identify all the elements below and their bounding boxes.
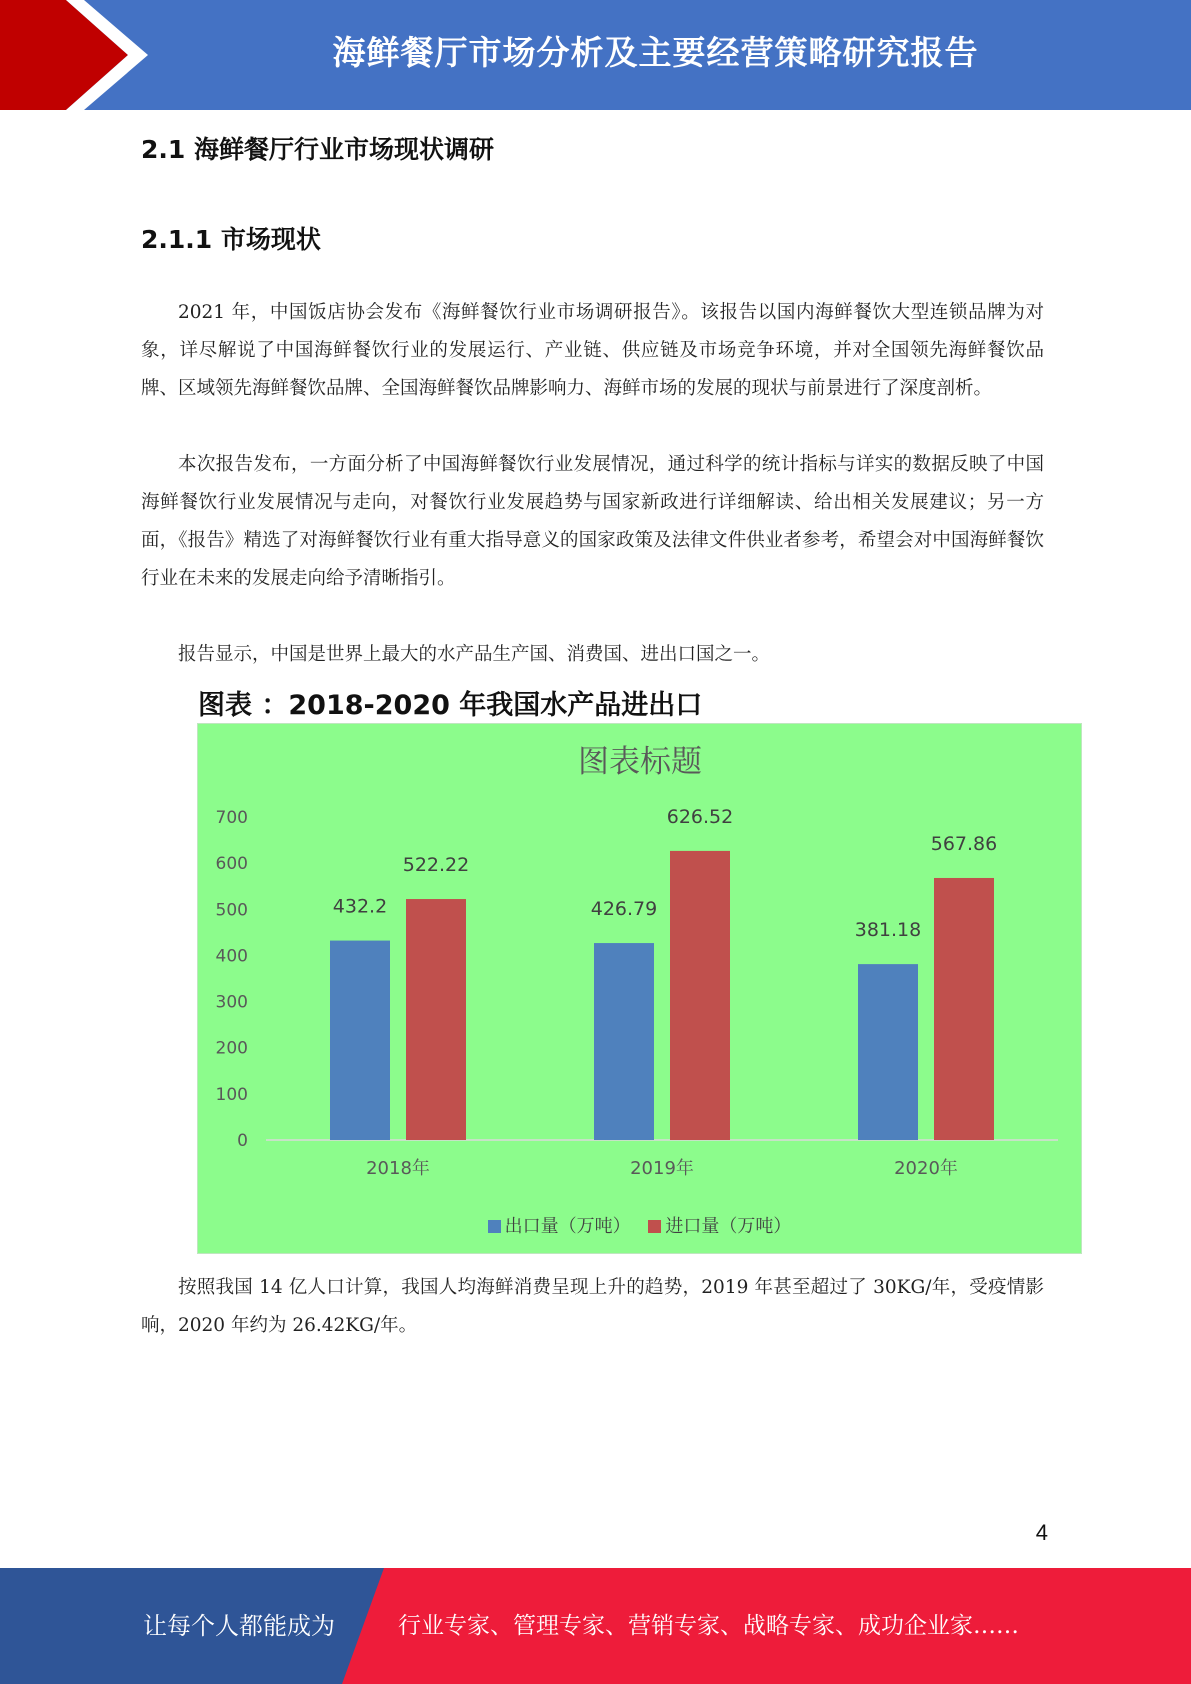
y-tick-label: 500 xyxy=(215,900,248,921)
y-tick-label: 700 xyxy=(215,808,248,828)
legend-label-import: 进口量（万吨） xyxy=(665,1216,792,1237)
legend-swatch-import xyxy=(648,1220,661,1233)
bar-export xyxy=(858,964,918,1140)
y-tick-label: 400 xyxy=(215,946,248,967)
header-band xyxy=(0,0,1191,110)
legend-item-export xyxy=(488,1212,631,1238)
bar-export xyxy=(594,943,654,1140)
bar-export xyxy=(330,941,390,1140)
section-title: 2.1 海鲜餐厅行业市场现状调研 xyxy=(141,135,494,164)
paragraph-report-release: 本次报告发布，一方面分析了中国海鲜餐饮行业发展情况，通过科学的统计指标与详实的数据反映了中国海鲜餐饮行业发展情况与走向，对餐饮行业发展趋势与国家新政进行详细解读、给出相关发展建议；另一方面，《报告》精选了对海鲜餐饮行业有重大指导意义的国家政策及法律文件供业者参考，希望会对中国海鲜餐饮行业在未来的发展走向给予清晰指引。 xyxy=(141,454,1044,589)
footer-slogan-left: 让每个人都能成为 xyxy=(143,1612,335,1640)
data-label-export: 432.2 xyxy=(332,895,388,918)
footer-slogan-right: 行业专家、管理专家、营销专家、战略专家、成功企业家…… xyxy=(398,1613,1019,1639)
y-tick-label: 300 xyxy=(215,992,248,1013)
paragraph-report-finding: 报告显示，中国是世界上最大的水产品生产国、消费国、进出口国之一。 xyxy=(178,644,771,665)
legend-item-import xyxy=(648,1212,791,1238)
y-tick-label: 200 xyxy=(215,1038,248,1059)
paragraph-report-intro: 2021 年，中国饭店协会发布《海鲜餐饮行业市场调研报告》。该报告以国内海鲜餐饮大型连锁品牌为对象，详尽解说了中国海鲜餐饮行业的发展运行、产业链、供应链及市场竞争环境，并对全国领先海鲜餐饮品牌、区域领先海鲜餐饮品牌、全国海鲜餐饮品牌影响力、海鲜市场的发展的现状与前景进行了深度剖析。 xyxy=(141,302,1044,399)
bar-import xyxy=(934,878,994,1140)
chart-title: 图表标题 xyxy=(578,744,702,780)
x-tick-label: 2019年 xyxy=(630,1158,694,1179)
data-label-import: 567.86 xyxy=(930,832,998,855)
legend-label-export: 出口量（万吨） xyxy=(504,1216,631,1237)
legend-swatch-export xyxy=(488,1220,501,1233)
y-tick-label: 100 xyxy=(215,1084,248,1105)
bar-import xyxy=(406,899,466,1140)
x-tick-label: 2020年 xyxy=(894,1158,958,1179)
data-label-import: 626.52 xyxy=(666,805,734,828)
bar-chart-canvas xyxy=(198,724,1083,1255)
report-title: 海鲜餐厅市场分析及主要经营策略研究报告 xyxy=(332,33,979,72)
footer-band xyxy=(0,1568,1191,1684)
page-number: 4 xyxy=(1035,1520,1048,1545)
y-tick-label: 0 xyxy=(237,1131,248,1151)
data-label-export: 426.79 xyxy=(590,898,658,921)
y-tick-label: 600 xyxy=(215,854,248,875)
figure-caption: 图表 ：2018-2020 年我国水产品进出口 xyxy=(198,690,703,721)
data-label-import: 522.22 xyxy=(402,854,470,877)
chart-legend xyxy=(198,1212,1081,1238)
x-tick-label: 2018年 xyxy=(366,1158,430,1179)
data-label-export: 381.18 xyxy=(854,919,922,942)
subsection-title: 2.1.1 市场现状 xyxy=(141,225,321,254)
bar-import xyxy=(670,851,730,1140)
bar-chart xyxy=(197,723,1082,1254)
paragraph-per-capita: 按照我国 14 亿人口计算，我国人均海鲜消费呈现上升的趋势，2019 年甚至超过了 30KG/年，受疫情影响，2020 年约为 26.42KG/年。 xyxy=(141,1277,1044,1336)
